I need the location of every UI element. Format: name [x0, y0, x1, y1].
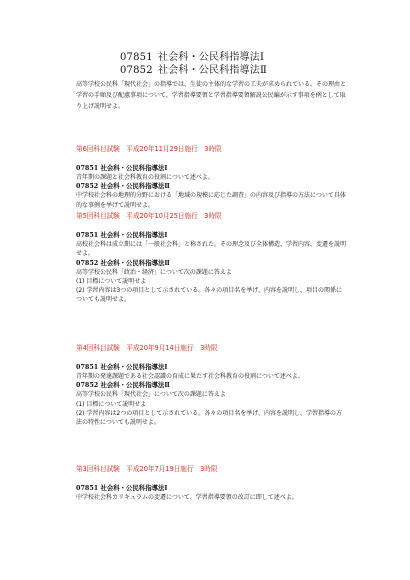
question-text: (2) 学習内容は3つの項目として示されている。各々の項目名を挙げ、内容を説明し、項目の関係についても説明せよ。	[76, 287, 342, 304]
course-code: 07852	[120, 65, 153, 76]
question-label: 07851 社会科・公民科指導法Ⅰ	[76, 164, 168, 172]
question-text: 青年期の発達課題である社会認識の育成に果たす社会科教育の役割について述べよ。	[76, 373, 304, 380]
question-text: 青年期の課題と社会科教育の役割について述べよ。	[76, 174, 214, 181]
exam-section-6	[76, 144, 346, 210]
course-title-2	[120, 64, 267, 77]
section-heading: 第4回科目試験 平成20年9月14日施行 3時限	[76, 344, 218, 352]
exam-section-5	[76, 211, 346, 305]
question-label: 07852 社会科・公民科指導法Ⅱ	[76, 182, 170, 191]
exam-section-4	[76, 343, 346, 427]
question-label: 07852 社会科・公民科指導法Ⅱ	[76, 258, 170, 267]
question-text: (1) 目標について説明せよ	[76, 277, 147, 285]
question-text: 高等学校公民科「現代社会」について次の課題に答えよ	[76, 391, 226, 399]
question-text: (2) 学習内容は2つの項目として示されている。各々の項目名を挙げ、内容を説明し、学習指導の方法の特性についても説明せよ。	[76, 409, 342, 427]
question-text: (1) 目標について説明せよ	[76, 400, 147, 408]
question-label: 07851 社会科・公民科指導法Ⅰ	[76, 484, 168, 492]
intro-question-text: 高等学校公民科「現代社会」の指導では、生徒の主体的な学習の工夫が求められている。その理由と学習の手順及び配慮事項について、学習指導要領と学習指導要領解説公民編が示す事項を例として取り上げ説明せよ。	[76, 81, 347, 110]
course-name: 社会科・公民科指導法Ⅱ	[158, 65, 267, 76]
section-heading: 第5回科目試験 平成20年10月25日施行 3時限	[76, 212, 222, 220]
exam-section-3	[76, 464, 346, 502]
course-code: 07851	[120, 52, 153, 63]
section-heading: 第6回科目試験 平成20年11月29日施行 3時限	[76, 145, 222, 153]
question-label: 07852 社会科・公民科指導法Ⅱ	[76, 381, 170, 390]
course-title-block	[120, 51, 267, 77]
question-label: 07851 社会科・公民科指導法Ⅰ	[76, 231, 168, 239]
question-text: 中学校社会科カリキュラムの変遷について、学習指導要領の改訂に即して述べよ。	[76, 494, 298, 501]
course-title-1	[120, 51, 267, 64]
question-text: 高等学校公民科「政治・経済」について次の課題に答えよ	[76, 268, 232, 276]
section-heading: 第3回科目試験 平成20年7月19日施行 3時限	[76, 465, 218, 473]
question-label: 07851 社会科・公民科指導法Ⅰ	[76, 363, 168, 371]
question-text: 中学校社会科の地理的分野における「地域の規模に応じた調査」の内容及び指導の方法について具体的な事例を挙げて説明せよ。	[76, 192, 346, 209]
question-text: 高校社会科は成立期には「一般社会科」と称された。その理念及び全体構造、学習内容、変遷を説明せよ。	[76, 241, 347, 258]
course-name: 社会科・公民科指導法Ⅰ	[158, 52, 265, 63]
